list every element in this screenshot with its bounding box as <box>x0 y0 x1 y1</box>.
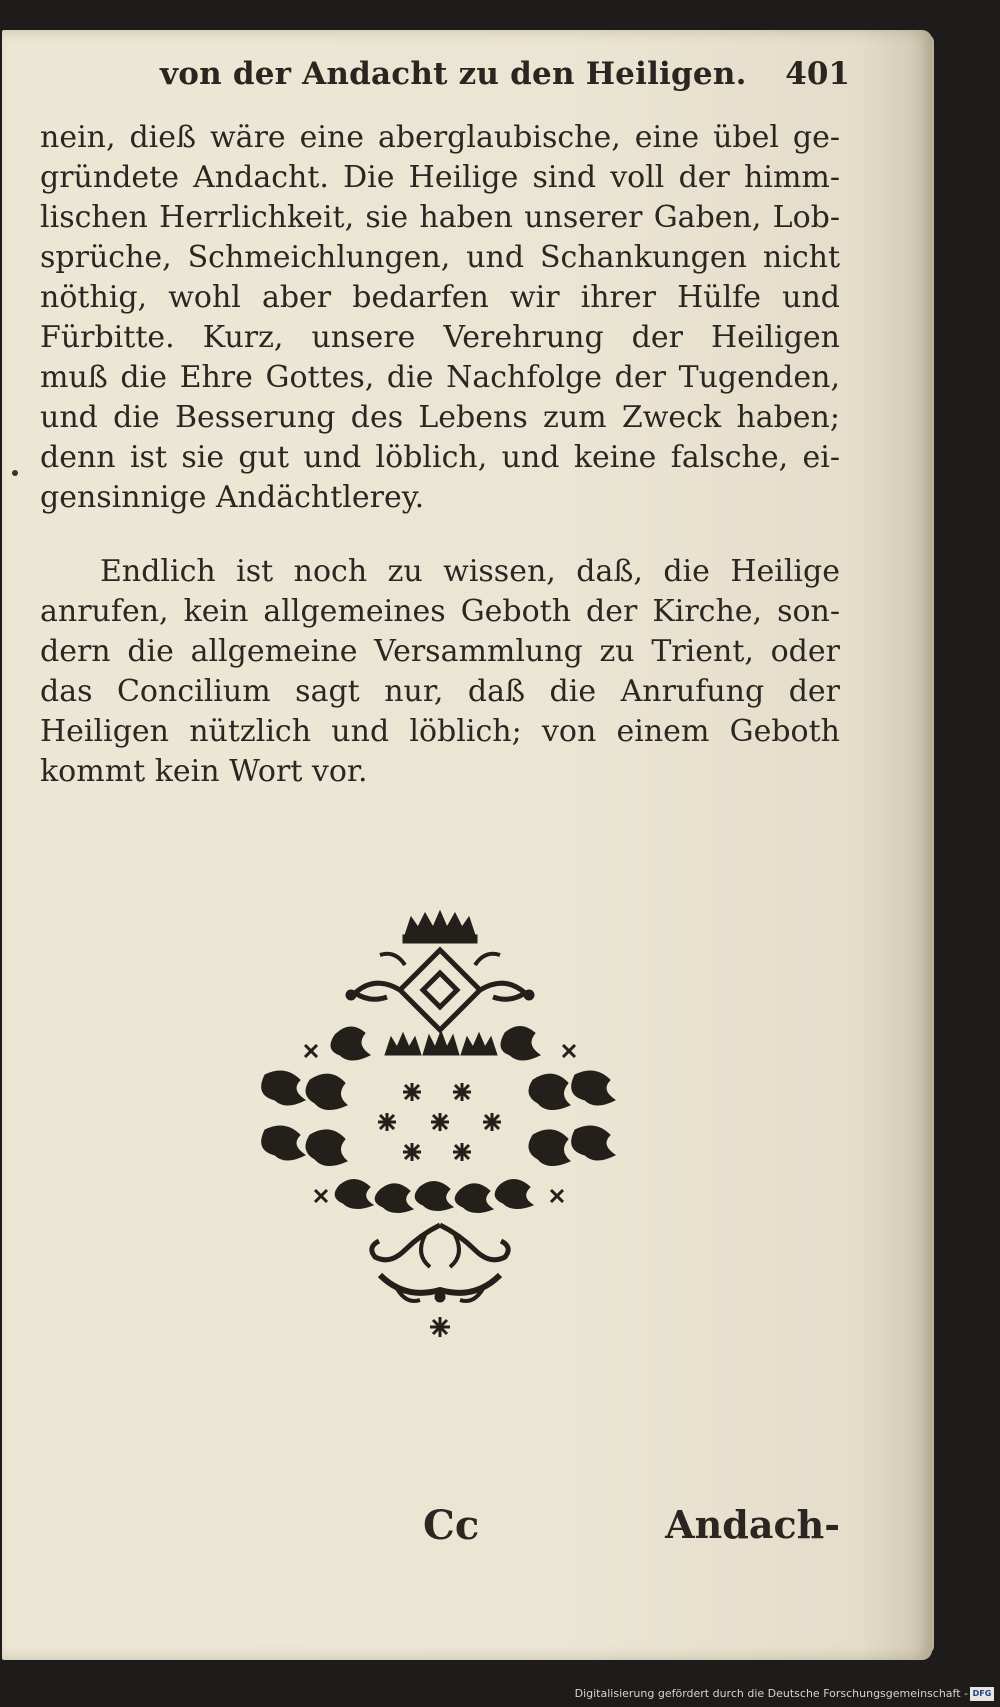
text-line: denn ist sie gut und löblich, und keine falsche, ei- <box>40 440 840 475</box>
text-line: gründete Andacht. Die Heilige sind voll der himm- <box>40 160 840 195</box>
text-line: Heiligen nützlich und löblich; von einem Geboth <box>40 714 840 749</box>
text-line: gensinnige Andächtlerey. <box>40 480 425 515</box>
text-line: sprüche, Schmeichlungen, und Schankungen nicht <box>40 240 840 275</box>
text-line: muß die Ehre Gottes, die Nachfolge der Tugenden, <box>40 360 840 395</box>
catchword: Andach- <box>665 1502 840 1547</box>
text-line: dern die allgemeine Versammlung zu Trient, oder <box>40 634 840 669</box>
body-text <box>40 118 840 792</box>
signature-mark: Cc <box>423 1502 480 1549</box>
text-line: nöthig, wohl aber bedarfen wir ihrer Hülfe und <box>40 280 840 315</box>
text-line: nein, dieß wäre eine aberglaubische, eine übel ge- <box>40 120 840 155</box>
text-line: Endlich ist noch zu wissen, daß, die Heilige <box>100 554 840 589</box>
text-line: kommt kein Wort vor. <box>40 754 368 789</box>
text-line: anrufen, kein allgemeines Geboth der Kirche, son- <box>40 594 840 629</box>
funding-credit: Digitalisierung gefördert durch die Deutsche Forschungsgemeinschaft - <box>574 1687 968 1700</box>
credit-bar <box>0 1685 1000 1707</box>
printers-vignette-icon <box>255 905 625 1345</box>
running-head: von der Andacht zu den Heiligen. <box>160 56 747 92</box>
text-line: Fürbitte. Kurz, unsere Verehrung der Heiligen <box>40 320 840 355</box>
dfg-logo-icon: DFG <box>970 1687 994 1701</box>
page-header <box>160 56 850 102</box>
paragraph-1 <box>40 118 840 518</box>
page-number: 401 <box>785 56 850 92</box>
text-line: und die Besserung des Lebens zum Zweck haben; <box>40 400 840 435</box>
margin-mark <box>12 470 18 476</box>
text-line: lischen Herrlichkeit, sie haben unserer Gaben, Lob- <box>40 200 840 235</box>
page-footer <box>40 1502 840 1562</box>
text-line: das Concilium sagt nur, daß die Anrufung der <box>40 674 840 709</box>
paragraph-2 <box>40 552 840 792</box>
